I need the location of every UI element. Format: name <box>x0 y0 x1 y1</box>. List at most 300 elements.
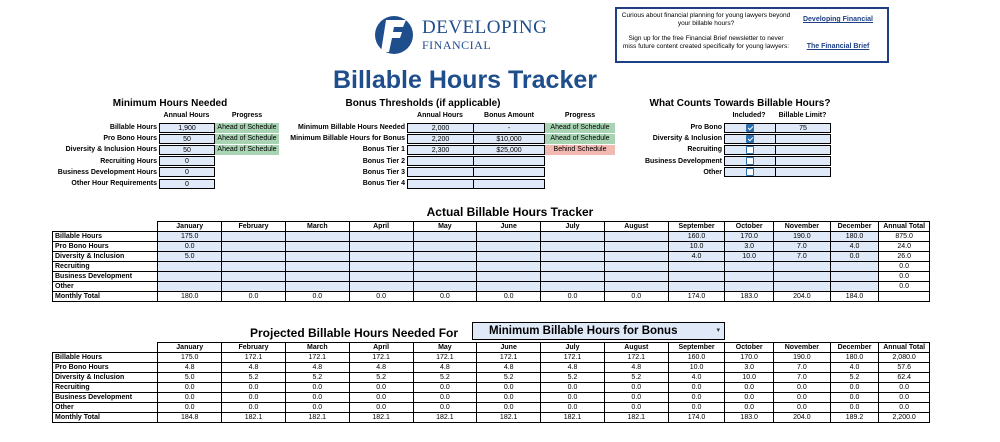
table-cell[interactable] <box>725 282 774 292</box>
included-checkbox[interactable] <box>746 168 754 176</box>
bonus-hours-input[interactable]: 2,200 <box>407 134 474 144</box>
column-header: April <box>349 222 413 232</box>
table-cell[interactable] <box>158 282 222 292</box>
column-header: December <box>830 343 879 353</box>
table-cell: 0.0 <box>604 393 668 403</box>
table-cell: 172.1 <box>477 353 541 363</box>
bonus-row-label: Minimum Billable Hours Needed <box>298 124 405 131</box>
table-cell[interactable] <box>541 262 605 272</box>
table-cell: 170.0 <box>725 353 774 363</box>
counts-row-label: Other <box>703 168 722 176</box>
table-header-row <box>53 222 930 232</box>
actual-tracker-table <box>52 221 930 302</box>
table-cell: 0.0 <box>541 403 605 413</box>
column-header: November <box>774 343 831 353</box>
counts-row-label: Diversity & Inclusion <box>652 135 722 143</box>
table-cell[interactable] <box>774 262 831 272</box>
bonus-progress-badge: Behind Schedule <box>545 145 615 155</box>
table-cell: 3.0 <box>725 363 774 373</box>
minimum-col-annual: Annual Hours <box>163 112 210 119</box>
table-cell: 0.0 <box>604 383 668 393</box>
table-cell[interactable] <box>285 282 349 292</box>
table-cell: 0.0 <box>222 383 286 393</box>
table-cell: 26.0 <box>879 252 930 262</box>
table-cell: 189.2 <box>830 413 879 423</box>
table-cell: 0.0 <box>668 383 725 393</box>
bonus-row-label: Bonus Tier 3 <box>362 168 405 176</box>
table-cell[interactable]: 4.0 <box>830 242 879 252</box>
table-cell[interactable] <box>413 262 477 272</box>
table-cell[interactable] <box>604 262 668 272</box>
table-cell[interactable] <box>222 282 286 292</box>
minimum-row-label: Pro Bono Hours <box>103 135 157 143</box>
table-cell: 0.0 <box>604 292 668 302</box>
table-cell: 5.2 <box>222 373 286 383</box>
table-cell: 0.0 <box>879 272 930 282</box>
table-cell: 0.0 <box>222 393 286 403</box>
table-cell[interactable] <box>604 272 668 282</box>
table-cell: 172.1 <box>604 353 668 363</box>
table-cell[interactable] <box>830 272 879 282</box>
table-row <box>53 413 930 423</box>
table-cell[interactable] <box>413 282 477 292</box>
column-header: October <box>725 222 774 232</box>
table-cell: 172.1 <box>349 353 413 363</box>
table-cell: 180.0 <box>158 292 222 302</box>
table-cell[interactable] <box>349 232 413 242</box>
table-cell[interactable] <box>285 262 349 272</box>
table-cell: 184.8 <box>158 413 222 423</box>
table-row <box>53 232 930 242</box>
table-cell[interactable] <box>222 272 286 282</box>
table-cell: 0.0 <box>477 292 541 302</box>
table-cell[interactable] <box>158 262 222 272</box>
counts-limit-input[interactable] <box>775 145 831 155</box>
table-cell: 174.0 <box>668 413 725 423</box>
logo-name-line1: DEVELOPING <box>422 17 548 38</box>
bonus-hours-input[interactable] <box>407 179 474 189</box>
column-header: Annual Total <box>879 222 930 232</box>
minimum-row-label: Diversity & Inclusion Hours <box>65 146 157 154</box>
included-checkbox[interactable] <box>746 135 754 143</box>
table-cell: 0.0 <box>158 403 222 413</box>
table-row <box>53 403 930 413</box>
column-header: June <box>477 343 541 353</box>
column-header: September <box>668 222 725 232</box>
table-cell: 0.0 <box>541 393 605 403</box>
column-header: April <box>349 343 413 353</box>
table-cell[interactable] <box>285 272 349 282</box>
table-row <box>53 292 930 302</box>
minimum-hours-input[interactable]: 0 <box>159 156 215 166</box>
table-cell: 0.0 <box>879 403 930 413</box>
counts-limit-input[interactable] <box>775 156 831 166</box>
minimum-col-progress: Progress <box>231 112 263 119</box>
minimum-hours-input[interactable]: 0 <box>159 167 215 177</box>
counts-limit-input[interactable]: 75 <box>775 123 831 133</box>
counts-included-cell <box>724 145 776 155</box>
table-cell: 5.2 <box>285 373 349 383</box>
column-header: June <box>477 222 541 232</box>
table-cell: 182.1 <box>222 413 286 423</box>
table-cell: 24.0 <box>879 242 930 252</box>
table-cell: 4.8 <box>222 363 286 373</box>
table-cell[interactable]: 0.0 <box>158 242 222 252</box>
table-cell: 0.0 <box>349 403 413 413</box>
table-row <box>53 363 930 373</box>
table-corner-cell <box>53 343 158 353</box>
table-cell: 0.0 <box>604 403 668 413</box>
table-cell[interactable] <box>541 252 605 262</box>
table-cell: 0.0 <box>413 403 477 413</box>
row-label: Diversity & Inclusion <box>53 252 158 262</box>
promo-text-2: Sign up for the free Financial Brief newsletter to never miss future content created specifically for young lawyers: <box>622 35 790 50</box>
row-label: Business Development <box>53 272 158 282</box>
table-header-row <box>53 343 930 353</box>
table-cell: 0.0 <box>349 393 413 403</box>
bonus-progress-badge: Ahead of Schedule <box>545 123 615 133</box>
minimum-hours-input[interactable]: 1,900 <box>159 123 215 133</box>
bonus-col-annual: Annual Hours <box>417 112 463 119</box>
minimum-progress-badge: Ahead of Schedule <box>215 145 279 155</box>
minimum-hours-input[interactable]: 50 <box>159 145 215 155</box>
table-cell[interactable] <box>830 282 879 292</box>
table-cell[interactable] <box>222 262 286 272</box>
table-row <box>53 282 930 292</box>
row-label: Monthly Total <box>53 292 158 302</box>
minimum-hours-heading: Minimum Hours Needed <box>112 98 228 109</box>
table-cell: 5.2 <box>604 373 668 383</box>
table-cell: 182.1 <box>413 413 477 423</box>
column-header: July <box>541 343 605 353</box>
column-header: March <box>285 343 349 353</box>
bonus-heading: Bonus Thresholds (if applicable) <box>345 98 501 109</box>
table-cell: 5.2 <box>477 373 541 383</box>
table-cell: 180.0 <box>830 353 879 363</box>
table-cell[interactable] <box>158 272 222 282</box>
table-cell[interactable] <box>349 282 413 292</box>
column-header: November <box>774 222 831 232</box>
table-cell: 5.2 <box>830 373 879 383</box>
table-row <box>53 393 930 403</box>
table-cell[interactable] <box>725 262 774 272</box>
row-label: Other <box>53 403 158 413</box>
bonus-amount-input[interactable]: - <box>473 123 545 133</box>
actual-tracker-heading: Actual Billable Hours Tracker <box>426 205 594 219</box>
table-cell: 5.2 <box>349 373 413 383</box>
table-cell: 4.8 <box>604 363 668 373</box>
table-cell: 0.0 <box>879 383 930 393</box>
table-cell: 172.1 <box>541 353 605 363</box>
table-cell[interactable] <box>222 232 286 242</box>
counts-limit-input[interactable] <box>775 134 831 144</box>
table-cell: 4.8 <box>413 363 477 373</box>
table-row <box>53 353 930 363</box>
table-cell[interactable] <box>477 252 541 262</box>
table-cell[interactable] <box>774 272 831 282</box>
table-cell[interactable]: 190.0 <box>774 232 831 242</box>
table-cell[interactable] <box>774 282 831 292</box>
bonus-amount-input[interactable] <box>473 156 545 166</box>
table-cell: 0.0 <box>158 383 222 393</box>
table-cell: 0.0 <box>774 403 831 413</box>
included-checkbox[interactable] <box>746 146 754 154</box>
bonus-amount-input[interactable]: $10,000 <box>473 134 545 144</box>
table-cell: 183.0 <box>725 413 774 423</box>
table-cell[interactable] <box>413 242 477 252</box>
table-cell: 0.0 <box>541 292 605 302</box>
included-checkbox[interactable] <box>746 157 754 165</box>
table-cell[interactable] <box>668 262 725 272</box>
table-cell[interactable]: 4.0 <box>668 252 725 262</box>
table-cell: 4.8 <box>477 363 541 373</box>
table-cell: 204.0 <box>774 413 831 423</box>
table-cell: 0.0 <box>725 403 774 413</box>
table-cell: 5.0 <box>158 373 222 383</box>
bonus-amount-input[interactable] <box>473 167 545 177</box>
table-cell: 0.0 <box>830 403 879 413</box>
table-cell[interactable] <box>477 242 541 252</box>
page-title: Billable Hours Tracker <box>332 66 597 94</box>
included-checkbox[interactable] <box>746 124 754 132</box>
table-cell[interactable] <box>477 232 541 242</box>
minimum-progress-badge: Ahead of Schedule <box>215 134 279 144</box>
table-cell[interactable] <box>477 262 541 272</box>
dropdown-value: Minimum Billable Hours for Bonus <box>489 325 678 337</box>
table-cell: 172.1 <box>285 353 349 363</box>
table-row <box>53 242 930 252</box>
table-cell: 0.0 <box>477 393 541 403</box>
counts-included-cell <box>724 167 776 177</box>
counts-row-label: Business Development <box>644 157 722 165</box>
column-header: Annual Total <box>879 343 930 353</box>
minimum-row-label: Recruiting Hours <box>100 157 157 165</box>
table-cell: 0.0 <box>879 262 930 272</box>
table-cell[interactable]: 3.0 <box>725 242 774 252</box>
financial-brief-link[interactable]: The Financial Brief <box>806 43 870 50</box>
promo-text-1: Curious about financial planning for young lawyers beyond your billable hours? <box>621 12 791 27</box>
table-cell[interactable] <box>285 242 349 252</box>
table-cell: 10.0 <box>725 373 774 383</box>
table-cell[interactable]: 180.0 <box>830 232 879 242</box>
counts-included-cell <box>724 134 776 144</box>
table-cell[interactable] <box>477 272 541 282</box>
table-cell[interactable] <box>830 262 879 272</box>
counts-col-limit: Billable Limit? <box>778 112 827 119</box>
table-cell: 0.0 <box>879 393 930 403</box>
bonus-progress-badge: Ahead of Schedule <box>545 134 615 144</box>
table-cell[interactable] <box>349 272 413 282</box>
column-header: October <box>725 343 774 353</box>
table-cell: 0.0 <box>349 383 413 393</box>
table-row <box>53 383 930 393</box>
row-label: Pro Bono Hours <box>53 242 158 252</box>
table-cell[interactable]: 0.0 <box>830 252 879 262</box>
table-cell[interactable] <box>349 262 413 272</box>
row-label: Recruiting <box>53 262 158 272</box>
column-header: February <box>222 343 286 353</box>
chevron-down-icon: ▾ <box>716 327 720 334</box>
table-cell: 0.0 <box>830 393 879 403</box>
table-cell: 4.0 <box>830 363 879 373</box>
bonus-amount-input[interactable]: $25,000 <box>473 145 545 155</box>
table-cell[interactable] <box>604 252 668 262</box>
table-cell[interactable] <box>413 232 477 242</box>
bonus-hours-input[interactable] <box>407 167 474 177</box>
table-cell: 0.0 <box>413 393 477 403</box>
table-cell: 875.0 <box>879 232 930 242</box>
table-cell: 0.0 <box>830 383 879 393</box>
table-cell: 0.0 <box>413 292 477 302</box>
table-cell[interactable] <box>604 282 668 292</box>
table-cell: 174.0 <box>668 292 725 302</box>
row-label: Pro Bono Hours <box>53 363 158 373</box>
table-cell: 0.0 <box>477 383 541 393</box>
table-cell: 4.8 <box>285 363 349 373</box>
table-cell: 0.0 <box>725 383 774 393</box>
table-cell[interactable] <box>541 272 605 282</box>
table-cell[interactable] <box>413 252 477 262</box>
table-cell[interactable] <box>604 232 668 242</box>
column-header: January <box>158 222 222 232</box>
table-cell: 7.0 <box>774 373 831 383</box>
table-cell: 184.0 <box>830 292 879 302</box>
table-cell: 0.0 <box>541 383 605 393</box>
table-cell[interactable]: 170.0 <box>725 232 774 242</box>
bonus-hours-input[interactable]: 2,300 <box>407 145 474 155</box>
table-cell[interactable] <box>285 252 349 262</box>
row-label: Billable Hours <box>53 353 158 363</box>
logo-mark-icon <box>372 12 418 56</box>
table-cell[interactable]: 175.0 <box>158 232 222 242</box>
table-cell: 0.0 <box>725 393 774 403</box>
table-cell: 0.0 <box>413 383 477 393</box>
minimum-hours-section <box>55 98 285 193</box>
table-cell: 0.0 <box>668 393 725 403</box>
table-row <box>53 373 930 383</box>
bonus-row-label: Bonus Tier 4 <box>362 180 405 187</box>
table-cell[interactable]: 7.0 <box>774 252 831 262</box>
table-cell[interactable]: 160.0 <box>668 232 725 242</box>
table-cell: 0.0 <box>285 393 349 403</box>
minimum-row-label: Business Development Hours <box>57 168 157 176</box>
table-cell: 0.0 <box>158 393 222 403</box>
table-cell: 4.0 <box>668 373 725 383</box>
table-cell: 0.0 <box>774 393 831 403</box>
bonus-row-label: Bonus Tier 1 <box>362 146 405 154</box>
column-header: December <box>830 222 879 232</box>
table-cell: 10.0 <box>668 363 725 373</box>
table-cell: 62.4 <box>879 373 930 383</box>
column-header: August <box>604 343 668 353</box>
table-cell[interactable] <box>349 242 413 252</box>
table-cell[interactable]: 10.0 <box>725 252 774 262</box>
counts-heading: What Counts Towards Billable Hours? <box>649 98 831 109</box>
counts-section <box>640 98 840 193</box>
table-row <box>53 272 930 282</box>
table-cell: 0.0 <box>879 282 930 292</box>
table-cell: 2,200.0 <box>879 413 930 423</box>
table-row <box>53 252 930 262</box>
table-cell: 7.0 <box>774 363 831 373</box>
bonus-col-progress: Progress <box>564 112 596 119</box>
table-cell[interactable] <box>349 252 413 262</box>
table-cell: 183.0 <box>725 292 774 302</box>
table-cell: 0.0 <box>477 403 541 413</box>
row-label: Monthly Total <box>53 413 158 423</box>
counts-limit-input[interactable] <box>775 167 831 177</box>
table-cell: 0.0 <box>222 403 286 413</box>
counts-row-label: Pro Bono <box>690 124 722 131</box>
table-cell[interactable] <box>285 232 349 242</box>
row-label: Recruiting <box>53 383 158 393</box>
counts-included-cell <box>724 123 776 133</box>
counts-row-label: Recruiting <box>687 146 722 154</box>
bonus-hours-input[interactable] <box>407 156 474 166</box>
column-header: January <box>158 343 222 353</box>
table-cell[interactable] <box>541 232 605 242</box>
bonus-amount-input[interactable] <box>473 179 545 189</box>
table-cell: 190.0 <box>774 353 831 363</box>
column-header: September <box>668 343 725 353</box>
table-cell: 0.0 <box>222 292 286 302</box>
table-cell[interactable] <box>222 242 286 252</box>
minimum-progress-badge: Ahead of Schedule <box>215 123 279 133</box>
table-cell: 182.1 <box>541 413 605 423</box>
table-cell: 160.0 <box>668 353 725 363</box>
table-cell: 0.0 <box>668 403 725 413</box>
table-cell[interactable] <box>413 272 477 282</box>
table-cell: 4.8 <box>541 363 605 373</box>
table-cell[interactable] <box>604 242 668 252</box>
logo-name-line2: FINANCIAL <box>422 38 492 52</box>
table-cell[interactable]: 7.0 <box>774 242 831 252</box>
table-cell[interactable] <box>725 272 774 282</box>
table-cell: 2,080.0 <box>879 353 930 363</box>
bonus-hours-input[interactable]: 2,000 <box>407 123 474 133</box>
table-cell: 172.1 <box>222 353 286 363</box>
column-header: July <box>541 222 605 232</box>
column-header: March <box>285 222 349 232</box>
table-cell[interactable] <box>668 272 725 282</box>
table-cell: 4.8 <box>349 363 413 373</box>
minimum-row-label: Other Hour Requirements <box>71 180 157 187</box>
table-cell[interactable]: 10.0 <box>668 242 725 252</box>
projected-target-dropdown[interactable] <box>472 322 725 340</box>
table-cell: 0.0 <box>349 292 413 302</box>
column-header: August <box>604 222 668 232</box>
column-header: May <box>413 222 477 232</box>
table-cell: 172.1 <box>413 353 477 363</box>
table-cell: 5.2 <box>541 373 605 383</box>
table-cell[interactable] <box>541 282 605 292</box>
table-cell: 182.1 <box>604 413 668 423</box>
table-cell[interactable] <box>477 282 541 292</box>
table-cell[interactable]: 5.0 <box>158 252 222 262</box>
table-cell[interactable] <box>541 242 605 252</box>
table-cell: 204.0 <box>774 292 831 302</box>
developing-financial-link[interactable]: Developing Financial <box>802 16 873 23</box>
column-header: May <box>413 343 477 353</box>
minimum-row-label: Billable Hours <box>109 124 157 131</box>
table-cell[interactable] <box>668 282 725 292</box>
bonus-row-label: Bonus Tier 2 <box>362 157 405 165</box>
minimum-hours-input[interactable]: 0 <box>159 179 215 189</box>
minimum-hours-input[interactable]: 50 <box>159 134 215 144</box>
row-label: Other <box>53 282 158 292</box>
table-cell[interactable] <box>222 252 286 262</box>
table-cell: 182.1 <box>477 413 541 423</box>
